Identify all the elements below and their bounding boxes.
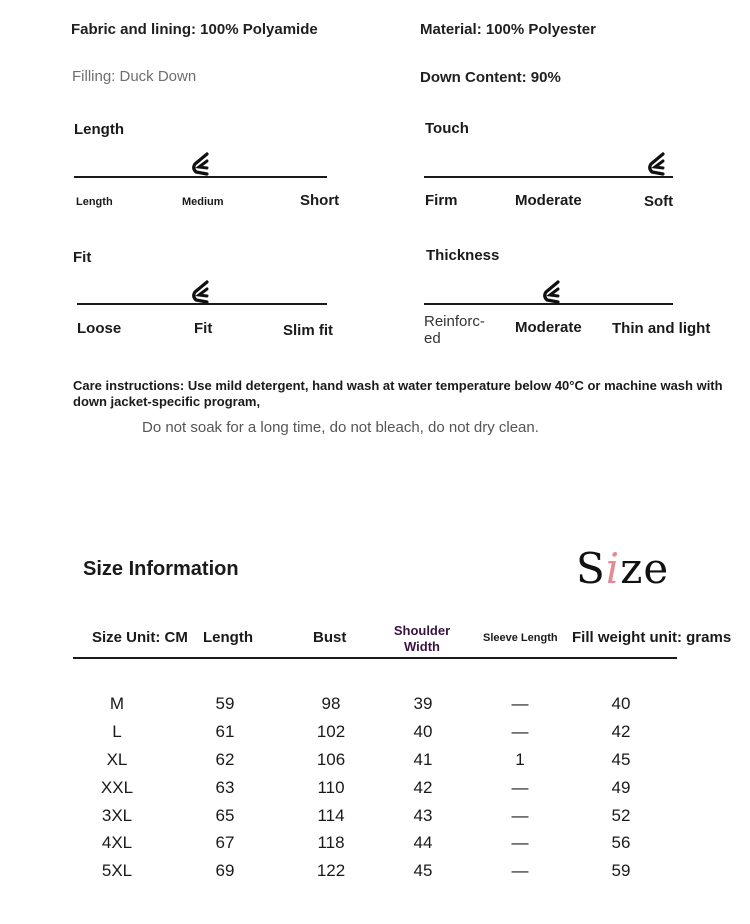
thickness-label-reinforced: Reinforc- ed (424, 313, 485, 347)
cell-bust: 102 (316, 722, 346, 741)
cell-size: 4XL (101, 833, 133, 852)
cell-bust: 106 (316, 750, 346, 769)
cell-size: 5XL (101, 861, 133, 880)
cell-shoulder: 45 (413, 861, 433, 880)
header-shoulder-width: Shoulder Width (393, 623, 451, 654)
cell-shoulder: 39 (413, 694, 433, 713)
cell-length: 65 (215, 806, 235, 825)
touch-scale-title: Touch (425, 120, 469, 137)
length-label-medium: Medium (182, 196, 224, 208)
length-scale-title: Length (74, 121, 124, 138)
header-size-unit: Size Unit: CM (92, 629, 188, 646)
cell-length: 67 (215, 833, 235, 852)
touch-label-firm: Firm (425, 192, 458, 209)
cell-sleeve: — (511, 806, 529, 825)
logo-rest: ze (620, 544, 670, 593)
cell-bust: 98 (321, 694, 341, 713)
cell-sleeve: — (511, 833, 529, 852)
cell-shoulder: 40 (413, 722, 433, 741)
thickness-label-moderate: Moderate (515, 319, 582, 336)
header-bust: Bust (313, 629, 347, 646)
cell-size: L (112, 722, 122, 741)
logo-i: i (605, 544, 621, 593)
cell-shoulder: 43 (413, 806, 433, 825)
cell-shoulder: 44 (413, 833, 433, 852)
cell-fill: 52 (611, 806, 631, 825)
header-fill-weight: Fill weight unit: grams (572, 629, 732, 646)
selected-marker-icon (190, 279, 212, 305)
cell-sleeve: 1 (515, 750, 525, 769)
logo-s: S (576, 544, 606, 593)
cell-sleeve: — (511, 722, 529, 741)
down-content-spec: Down Content: 90% (420, 69, 561, 86)
cell-fill: 59 (611, 861, 631, 880)
cell-fill: 42 (611, 722, 631, 741)
cell-bust: 114 (317, 806, 345, 825)
cell-bust: 122 (316, 861, 346, 880)
material-spec: Material: 100% Polyester (420, 21, 596, 38)
touch-scale-line (424, 176, 673, 178)
thickness-scale-title: Thickness (426, 247, 500, 264)
care-instructions: Care instructions: Use mild detergent, hand wash at water temperature below 40°C or machine wash with down jacket-specific program, (73, 378, 723, 409)
cell-length: 62 (215, 750, 235, 769)
selected-marker-icon (190, 151, 212, 177)
cell-length: 63 (215, 778, 235, 797)
header-divider (73, 657, 677, 659)
care-note: Do not soak for a long time, do not bleach, do not dry clean. (142, 419, 539, 436)
cell-fill: 45 (611, 750, 631, 769)
cell-shoulder: 42 (413, 778, 433, 797)
selected-marker-icon (646, 151, 668, 177)
cell-size: M (109, 694, 125, 713)
fabric-spec: Fabric and lining: 100% Polyamide (71, 21, 318, 38)
fit-label-fit: Fit (194, 320, 213, 337)
touch-label-moderate: Moderate (515, 192, 582, 209)
cell-fill: 56 (611, 833, 631, 852)
cell-shoulder: 41 (413, 750, 433, 769)
cell-fill: 40 (611, 694, 631, 713)
cell-size: XXL (100, 778, 134, 797)
cell-sleeve: — (511, 861, 529, 880)
fit-label-loose: Loose (77, 320, 122, 337)
fit-label-slim-fit: Slim fit (283, 322, 334, 339)
touch-label-soft: Soft (644, 193, 674, 210)
cell-fill: 49 (611, 778, 631, 797)
cell-length: 59 (215, 694, 235, 713)
size-logo (576, 544, 669, 593)
fit-scale-title: Fit (73, 249, 92, 266)
cell-sleeve: — (511, 694, 529, 713)
cell-sleeve: — (511, 778, 529, 797)
header-length: Length (203, 629, 253, 646)
selected-marker-icon (541, 279, 563, 305)
length-label-short: Short (300, 192, 340, 209)
cell-bust: 110 (317, 778, 345, 797)
length-label-length: Length (76, 196, 113, 208)
cell-bust: 118 (317, 833, 345, 852)
filling-spec: Filling: Duck Down (72, 68, 197, 85)
cell-length: 69 (215, 861, 235, 880)
cell-size: XL (106, 750, 128, 769)
thickness-label-thin-and-light: Thin and light (612, 320, 711, 337)
size-information-title: Size Information (83, 558, 239, 580)
header-sleeve-length: Sleeve Length (483, 632, 558, 644)
cell-size: 3XL (101, 806, 133, 825)
cell-length: 61 (215, 722, 235, 741)
